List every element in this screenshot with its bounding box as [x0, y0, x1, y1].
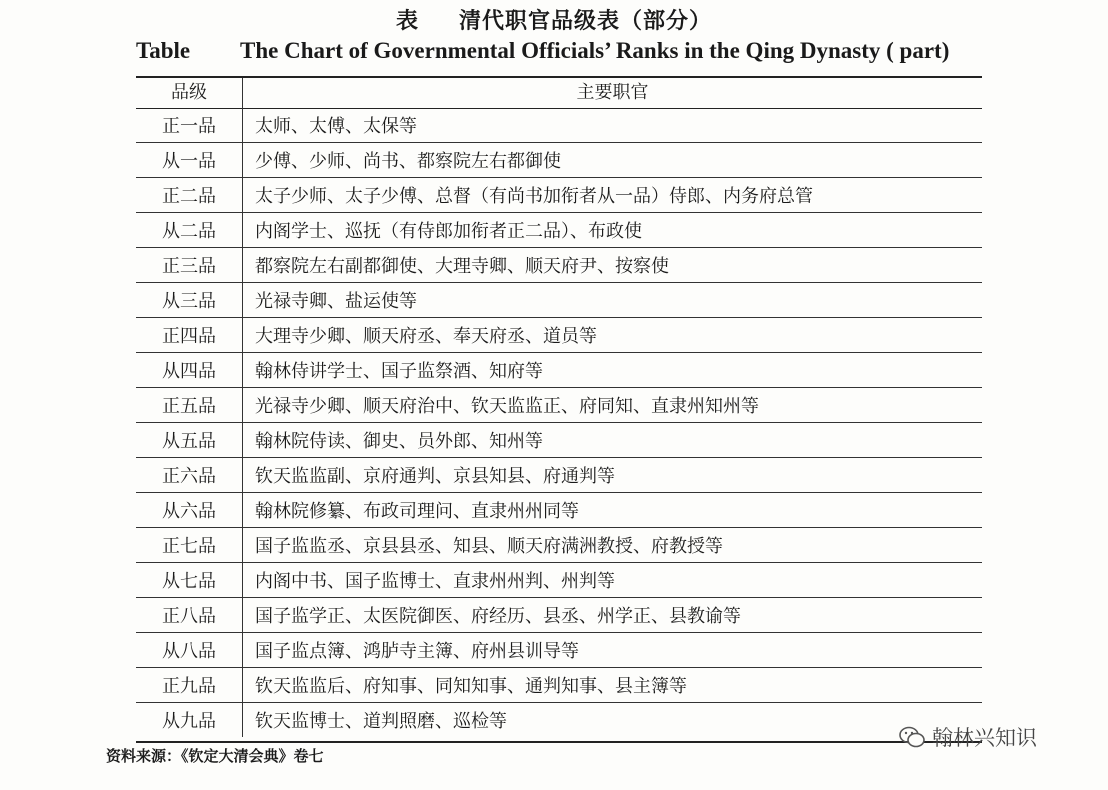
watermark: [898, 722, 1037, 752]
officials-cell: 国子监监丞、京县县丞、知县、顺天府满洲教授、府教授等: [243, 528, 983, 563]
table-row: [136, 528, 982, 563]
officials-cell: 都察院左右副都御使、大理寺卿、顺天府尹、按察使: [243, 248, 983, 283]
table-row: [136, 213, 982, 248]
rank-cell: 正二品: [136, 178, 243, 213]
officials-cell: 内阁学士、巡抚（有侍郎加衔者正二品）、布政使: [243, 213, 983, 248]
table-header: [136, 78, 982, 108]
officials-cell: 太师、太傅、太保等: [243, 108, 983, 143]
rank-cell: 正一品: [136, 108, 243, 143]
officials-cell: 钦天监博士、道判照磨、巡检等: [255, 711, 507, 732]
officials-cell: 国子监学正、太医院御医、府经历、县丞、州学正、县教谕等: [243, 598, 983, 633]
officials-cell: 国子监点簿、鸿胪寺主簿、府州县训导等: [243, 633, 983, 668]
rank-cell: 从四品: [136, 353, 243, 388]
table-title-en: [136, 38, 996, 64]
officials-cell: 大理寺少卿、顺天府丞、奉天府丞、道员等: [243, 318, 983, 353]
table-row: [136, 178, 982, 213]
officials-cell: 内阁中书、国子监博士、直隶州州判、州判等: [243, 563, 983, 598]
table-row: [136, 143, 982, 178]
table-row: [136, 598, 982, 633]
source-note: 资料来源：《钦定大清会典》卷七: [106, 747, 324, 765]
watermark-text: 翰林兴知识: [932, 726, 1037, 750]
rank-cell: 从一品: [136, 143, 243, 178]
officials-cell: 钦天监监副、京府通判、京县知县、府通判等: [243, 458, 983, 493]
table-row: [136, 248, 982, 283]
table-row: [136, 493, 982, 528]
rank-cell: 正九品: [136, 668, 243, 703]
table-row: [136, 108, 982, 143]
table-label-cn: 表: [395, 9, 419, 34]
ranks-table: [136, 108, 982, 737]
table-row: [136, 563, 982, 598]
table-row: [136, 423, 982, 458]
table-row: [136, 318, 982, 353]
bottom-rule: [136, 741, 982, 743]
table-title-en-text: The Chart of Governmental Officials’ Ranks in the Qing Dynasty ( part): [240, 38, 950, 63]
table-label-en: Table: [136, 38, 191, 63]
wechat-icon: [898, 725, 926, 749]
officials-cell: 翰林侍讲学士、国子监祭酒、知府等: [243, 353, 983, 388]
officials-cell: 翰林院修纂、布政司理问、直隶州州同等: [243, 493, 983, 528]
officials-cell: 钦天监监后、府知事、同知知事、通判知事、县主簿等: [243, 668, 983, 703]
column-header-rank: 品级: [136, 78, 243, 108]
column-header-officials: 主要职官: [576, 82, 649, 103]
rank-cell: 从三品: [136, 283, 243, 318]
table-title-cn: [0, 4, 1108, 35]
table-title-cn-text: 清代职官品级表（部分）: [459, 9, 713, 34]
table-row: [136, 703, 982, 738]
rank-cell: 正八品: [136, 598, 243, 633]
rank-cell: 从六品: [136, 493, 243, 528]
rank-cell: 从二品: [136, 213, 243, 248]
table-row: [136, 458, 982, 493]
rank-cell: 从五品: [136, 423, 243, 458]
officials-cell: 光禄寺卿、盐运使等: [243, 283, 983, 318]
rank-cell: 正五品: [136, 388, 243, 423]
rank-cell: 正六品: [136, 458, 243, 493]
table-row: [136, 633, 982, 668]
table-row: [136, 353, 982, 388]
table-row: [136, 668, 982, 703]
rank-cell: 从九品: [136, 703, 243, 738]
officials-cell: 光禄寺少卿、顺天府治中、钦天监监正、府同知、直隶州知州等: [243, 388, 983, 423]
ranks-table-body: [136, 108, 982, 737]
officials-cell: 少傅、少师、尚书、都察院左右都御使: [243, 143, 983, 178]
rank-cell: 从八品: [136, 633, 243, 668]
rank-cell: 正三品: [136, 248, 243, 283]
officials-cell: 太子少师、太子少傅、总督（有尚书加衔者从一品）侍郎、内务府总管: [243, 178, 983, 213]
rank-cell: 从七品: [136, 563, 243, 598]
rank-cell: 正四品: [136, 318, 243, 353]
table-row: [136, 388, 982, 423]
table-row: [136, 283, 982, 318]
rank-cell: 正七品: [136, 528, 243, 563]
officials-cell: 翰林院侍读、御史、员外郎、知州等: [243, 423, 983, 458]
